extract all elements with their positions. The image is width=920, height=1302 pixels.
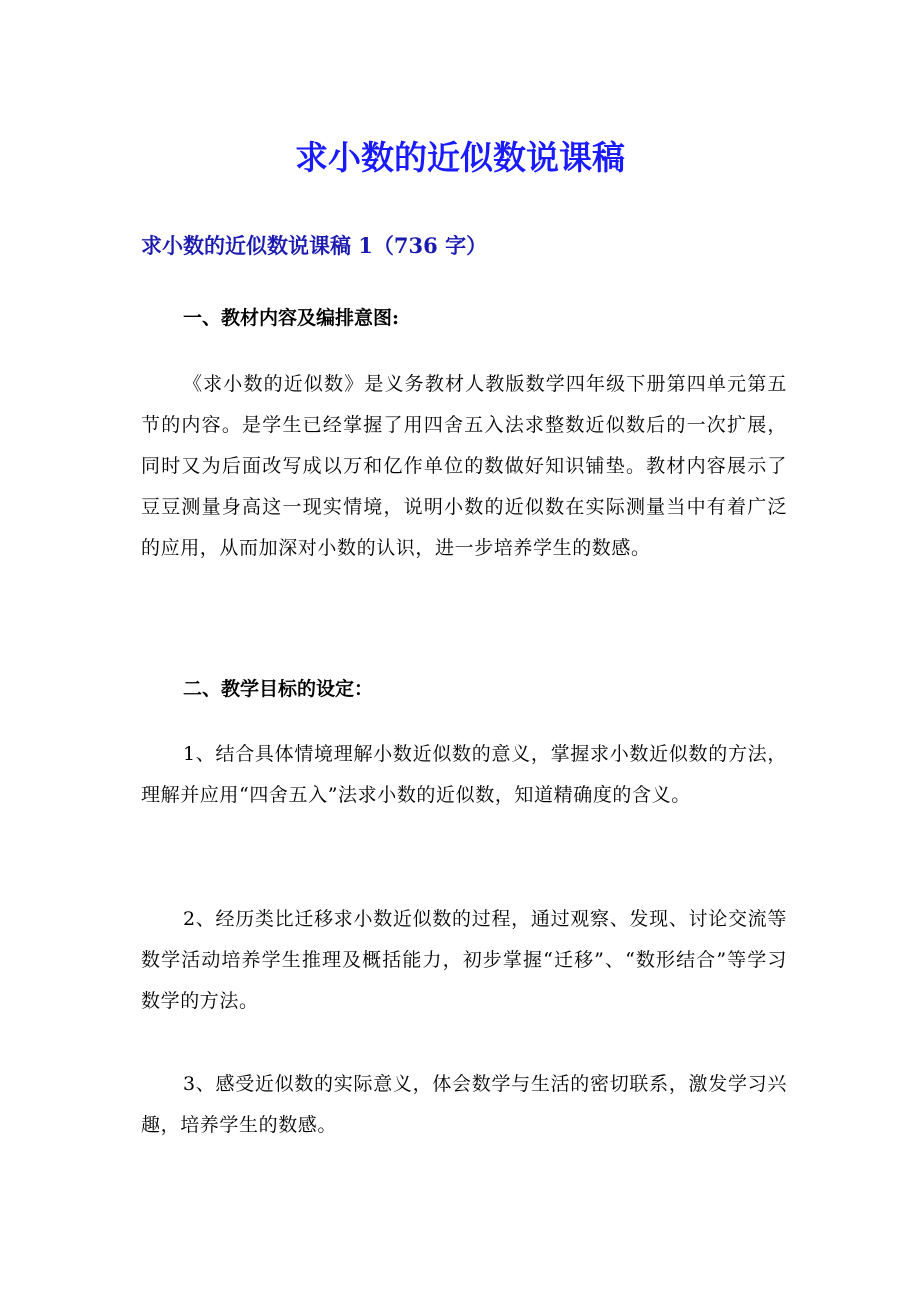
section-1-heading: 一、教材内容及编排意图: <box>183 307 400 329</box>
section-2-heading: 二、教学目标的设定： <box>183 678 374 700</box>
objective-item-3: 3、感受近似数的实际意义，体会数学与生活的密切联系，激发学习兴趣，培养学生的数感。 <box>141 1073 787 1136</box>
section-1-paragraph: 《求小数的近似数》是义务教材人教版数学四年级下册第四单元第五节的内容。是学生已经掌握了用四舍五入法求整数近似数后的一次扩展，同时又为后面改写成以万和亿作单位的数做好知识铺垫。教材内容展示了豆豆测量身高这一现实情境，说明小数的近似数在实际测量当中有着广泛的应用，从而加深对小数的认识，进一步培养学生的数感。 <box>141 373 787 559</box>
document-title: 求小数的近似数说课稿 <box>295 138 625 177</box>
document-subtitle: 求小数的近似数说课稿 1（736 字） <box>141 233 488 258</box>
objective-item-2: 2、经历类比迁移求小数近似数的过程，通过观察、发现、讨论交流等数学活动培养学生推理及概括能力，初步掌握“迁移”、“数形结合”等学习数学的方法。 <box>141 908 787 1012</box>
objective-item-1: 1、结合具体情境理解小数近似数的意义，掌握求小数近似数的方法，理解并应用“四舍五入”法求小数的近似数，知道精确度的含义。 <box>141 743 787 806</box>
